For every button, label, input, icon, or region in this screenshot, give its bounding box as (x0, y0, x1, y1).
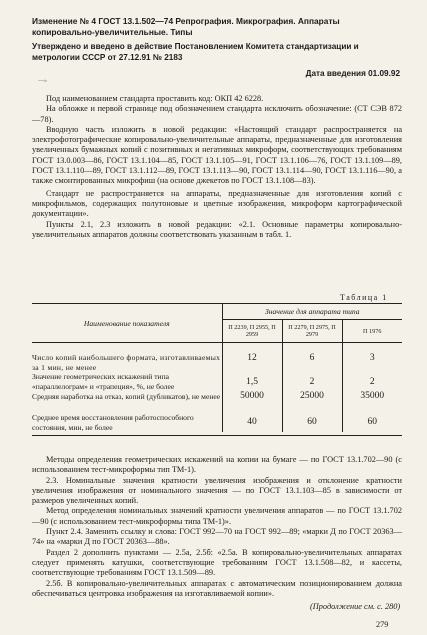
table-row (32, 343, 402, 373)
paragraph: Пункт 2.4. Заменить ссылку и слова: ГОСТ 992—70 на ГОСТ 992—89; «марки Д по ГОСТ 20363—74» на «марки Д по ГОСТ 20363—88». (32, 527, 402, 547)
row-value: 60 (367, 416, 377, 427)
paragraph: Вводную часть изложить в новой редакции: «Настоящий стандарт распространяется на электрофотографические копировально-увеличительные аппараты, предназначенные для изготовления увеличенных бумажных копий с позитивных и негативных микроформ, соответствующих требованиям ГОСТ 13.0.003—86, ГОСТ 13.1.104—85, ГОСТ 13.1.105—91, ГОСТ 13.1.106—76, ГОСТ 13.1.109—89, ГОСТ 13.1.110—89, ГОСТ 13.1.112—89, ГОСТ 13.1.113—90, ГОСТ 13.1.114—90, ГОСТ 13.1.116—90, а также смонтированных микрофиш (на основе джекетов по ГОСТ 13.1.108—83). (32, 124, 402, 186)
row-name: Средняя наработка на отказ, копий (дубликатов), не менее (32, 391, 221, 401)
row-value: 40 (222, 401, 282, 432)
parameters-table (32, 303, 402, 436)
row-name: Значение геометрических искажений типа «параллелограм» и «трапеция», %, не более (32, 372, 222, 391)
page-number: 279 (376, 620, 389, 629)
body-paragraphs (32, 455, 402, 599)
row-value: 25000 (282, 391, 342, 401)
intro-paragraphs (32, 94, 402, 240)
row-value: 12 (222, 343, 282, 373)
row-value: 3 (369, 352, 375, 363)
continuation-note: (Продолжение см. с. 280) (310, 602, 401, 611)
paragraph: Пункты 2.1, 2.3 изложить в новой редакции: «2.1. Основные параметры копировально-увеличительных аппаратов должны соответствовать указанным в табл. 1. (32, 219, 402, 239)
paragraph: На обложке и первой странице под обозначением стандарта исключить обозначение: (СТ СЭВ 872—78). (32, 104, 402, 124)
paragraph: 2.5б. В копировально-увеличительных аппаратах с автоматическим позиционированием должна обеспечиваться центровка изображения на изготавливаемой копии». (32, 578, 402, 598)
paragraph: 2.3. Номинальные значения кратности увеличения изображения и отклонение кратности увеличения изображения от номинального значения — по ГОСТ 13.1.103—85 в зависимости от размеров увеличенных копий. (32, 475, 402, 506)
margin-mark: —» (38, 78, 47, 84)
row-value: 1,5 (222, 372, 282, 391)
row-name: Число копий наибольшего формата, изготавливаемых за 1 мин, не менее (32, 343, 222, 373)
column-header-name: Наименование показателя (32, 304, 222, 343)
paragraph: Методы определения геометрических искажений на копии на бумаге — по ГОСТ 13.1.702—90 (с использованием тест-микроформы тип ТМ-1). (32, 455, 402, 475)
row-value: 50000 (222, 391, 282, 401)
paragraph: Метод определения номинальных значений кратности увеличения аппаратов — по ГОСТ 13.1.702—90 (с использованием тест-микроформы типа ТМ-1)». (32, 506, 402, 526)
row-name: Среднее время восстановления работоспособного состояния, мин, не более (32, 401, 222, 432)
approval-statement: Утверждено и введено в действие Постановлением Комитета стандартизации и метрологии СССР от 27.12.91 № 2183 (32, 42, 359, 62)
paragraph: Под наименованием стандарта проставить код: ОКП 42 6228. (46, 94, 264, 103)
row-value: 35000 (360, 391, 385, 401)
row-value: 2 (369, 376, 375, 387)
paragraph: Раздел 2 дополнить пунктами — 2.5а, 2.5б: «2.5а. В копировально-увеличительных аппаратах следует применять катушки, соответствующие требованиям ГОСТ 13.1.508—82, и кассеты, соответствующие требованиям ГОСТ 13.1.509—89. (32, 547, 402, 578)
table-row (32, 372, 402, 391)
row-value: 6 (282, 343, 342, 373)
table-row (32, 391, 402, 401)
row-value: 2 (282, 372, 342, 391)
type-header: П 2239, П 2955, П 2959 (222, 320, 282, 343)
type-header: П 1976 (342, 320, 402, 343)
table-row (32, 401, 402, 432)
effective-date: Дата введения 01.09.92 (305, 69, 400, 78)
row-value: 60 (282, 401, 342, 432)
column-group-header: Значение для аппарата типа (222, 304, 402, 320)
amendment-title: Изменение № 4 ГОСТ 13.1.502—74 Репрография. Микрография. Аппараты копировально-увеличительные. Типы (32, 16, 340, 37)
paragraph: Стандарт не распространяется на аппараты, предназначенные для изготовления копий с микрофильмов, содержащих полутоновые и цветные изображения, микроформ картографической документации». (32, 188, 402, 219)
table-caption: Таблица 1 (340, 293, 388, 302)
type-header: П 2279, П 2975, П 2979 (282, 320, 342, 343)
